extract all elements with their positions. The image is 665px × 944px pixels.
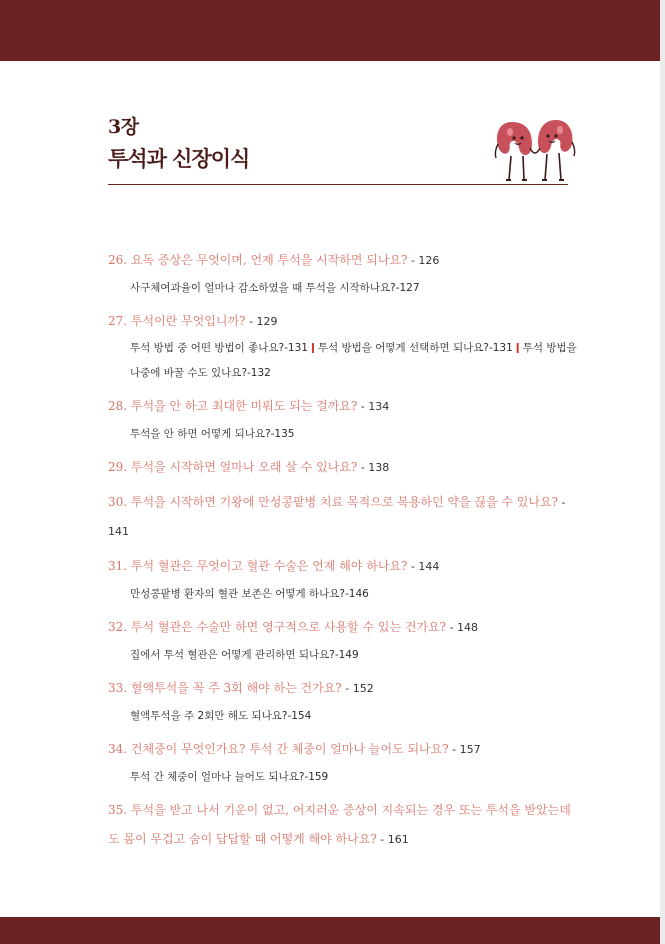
toc-entry [108,392,578,447]
question-26[interactable] [108,246,578,275]
question-text: 31. 투석 혈관은 무엇이고 혈관 수술은 언제 해야 하나요? [108,559,408,573]
question-32[interactable] [108,613,578,642]
chapter-number: 3장 [108,116,139,138]
toc-entry [108,453,578,488]
page-number: - 126 [407,254,440,267]
toc-entry [108,735,578,790]
question-31[interactable] [108,552,578,581]
page-number: - 148 [446,621,479,634]
sub-topic[interactable]: 사구체여과율이 얼마나 감소하였을 때 투석을 시작하나요?-127 [130,282,420,294]
sub-topic[interactable]: 혈액투석을 주 2회만 해도 되나요?-154 [130,710,312,722]
sub-topic[interactable]: 만성콩팥병 환자의 혈관 보존은 어떻게 하나요?-146 [130,588,369,600]
question-29[interactable] [108,453,578,482]
question-35[interactable] [108,796,578,854]
page-number: - 138 [357,461,390,474]
question-text: 32. 투석 혈관은 수술만 하면 영구적으로 사용할 수 있는 건가요? [108,620,447,634]
sub-topic[interactable]: 투석 간 체중이 얼마나 늘어도 되나요?-159 [130,771,329,783]
page-number: - 134 [357,400,390,413]
top-band [0,0,660,61]
question-text: 28. 투석을 안 하고 최대한 미뤄도 되는 걸까요? [108,399,358,413]
toc-entry [108,307,578,386]
question-28[interactable] [108,392,578,421]
question-27[interactable] [108,307,578,336]
separator-mark: ǀ [515,342,520,354]
sub-topic[interactable]: 투석 방법을 어떻게 선택하면 되나요?-131 [317,342,513,354]
page-number: - 152 [341,682,374,695]
question-text: 29. 투석을 시작하면 얼마나 오래 살 수 있나요? [108,460,358,474]
sub-topic[interactable]: 투석 방법 중 어떤 방법이 좋나요?-131 [130,342,308,354]
toc-entry [108,796,578,854]
sub-topic-group [108,336,578,386]
question-text: 26. 요독 증상은 무엇이며, 언제 투석을 시작하면 되나요? [108,253,408,267]
question-text: 27. 투석이란 무엇입니까? [108,314,246,328]
toc-entry [108,488,578,552]
bottom-band [0,917,660,944]
question-text: 30. 투석을 시작하면 기왕에 만성콩팥병 치료 목적으로 복용하던 약을 끊을 수 있나요? [108,495,559,509]
sub-topic[interactable]: 투석을 안 하면 어떻게 되나요?-135 [130,428,295,440]
separator-mark: ǀ [310,342,315,354]
toc-entry [108,552,578,607]
question-text: 35. 투석을 받고 나서 기운이 없고, 어지러운 증상이 지속되는 경우 또는 투석을 받았는데도 몸이 무겁고 숨이 답답할 때 어떻게 해야 하나요? [108,803,571,846]
question-34[interactable] [108,735,578,764]
kidney-mascot-icon [492,118,578,186]
page-number: - 144 [407,560,440,573]
toc-entry [108,674,578,729]
toc-entry [108,613,578,668]
chapter-title: 투석과 신장이식 [108,146,250,171]
question-33[interactable] [108,674,578,703]
table-of-contents [108,246,578,854]
page-edge [660,0,665,944]
page-number: - 129 [245,315,278,328]
sub-topic[interactable]: 투석 방법을 나중에 바꿀 수도 있나요?-132 [130,342,577,379]
page-number: - 161 [376,833,409,846]
page-number: - 141 [108,496,566,538]
toc-entry [108,246,578,301]
question-30[interactable] [108,488,578,546]
question-text: 34. 건체중이 무엇인가요? 투석 간 체중이 얼마나 늘어도 되나요? [108,742,449,756]
page-number: - 157 [448,743,481,756]
question-text: 33. 혈액투석을 꼭 주 3회 해야 하는 건가요? [108,681,342,695]
sub-topic[interactable]: 집에서 투석 혈관은 어떻게 관리하면 되나요?-149 [130,649,359,661]
